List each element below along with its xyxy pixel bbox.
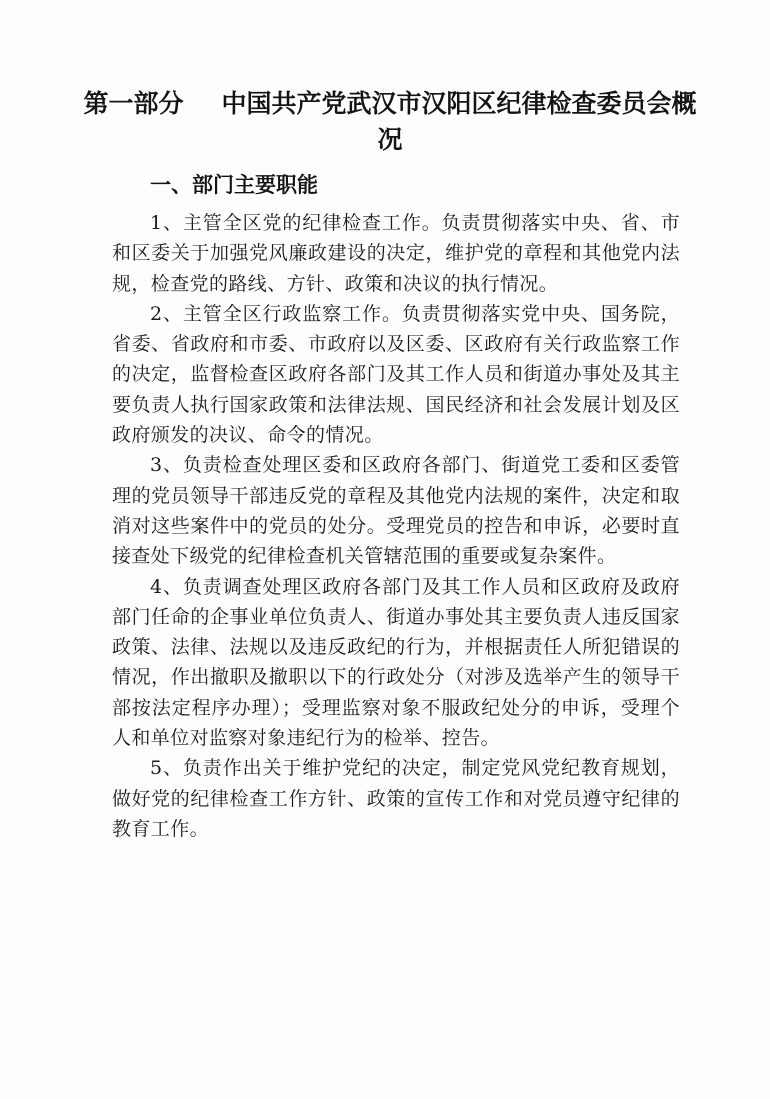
paragraph-1: 1、主管全区党的纪律检查工作。负责贯彻落实中央、省、市和区委关于加强党风廉政建设的决定，维护党的章程和其他党内法规，检查党的路线、方针、政策和决议的执行情况。 [112, 212, 680, 295]
paragraph-5: 5、负责作出关于维护党纪的决定，制定党风党纪教育规划，做好党的纪律检查工作方针、政策的宣传工作和对党员遵守纪律的教育工作。 [112, 757, 680, 840]
page-title [80, 86, 700, 158]
paragraph-3: 3、负责检查处理区委和区政府各部门、街道党工委和区委管理的党员领导干部违反党的章程及其他党内法规的案件，决定和取消对这些案件中的党员的处分。受理党员的控告和申诉，必要时直接查处下级党的纪律检查机关管辖范围的重要或复杂案件。 [112, 454, 680, 568]
title-main: 中国共产党武汉市汉阳区纪律检查委员会概况 [221, 89, 697, 154]
title-part: 第一部分 [83, 89, 184, 118]
paragraph-4: 4、负责调查处理区政府各部门及其工作人员和区政府及政府部门任命的企事业单位负责人、街道办事处其主要负责人违反国家政策、法律、法规以及违反政纪的行为，并根据责任人所犯错误的情况，作出撤职及撤职以下的行政处分（对涉及选举产生的领导干部按法定程序办理）；受理监察对象不服政纪处分的申诉，受理个人和单位对监察对象违纪行为的检举、控告。 [112, 575, 680, 750]
paragraph-2: 2、主管全区行政监察工作。负责贯彻落实党中央、国务院，省委、省政府和市委、市政府以及区委、区政府有关行政监察工作的决定，监督检查区政府各部门及其工作人员和街道办事处及其主要负责人执行国家政策和法律法规、国民经济和社会发展计划及区政府颁发的决议、命令的情况。 [112, 302, 680, 447]
section-heading: 一、部门主要职能 [150, 173, 318, 197]
body-text [112, 208, 680, 844]
